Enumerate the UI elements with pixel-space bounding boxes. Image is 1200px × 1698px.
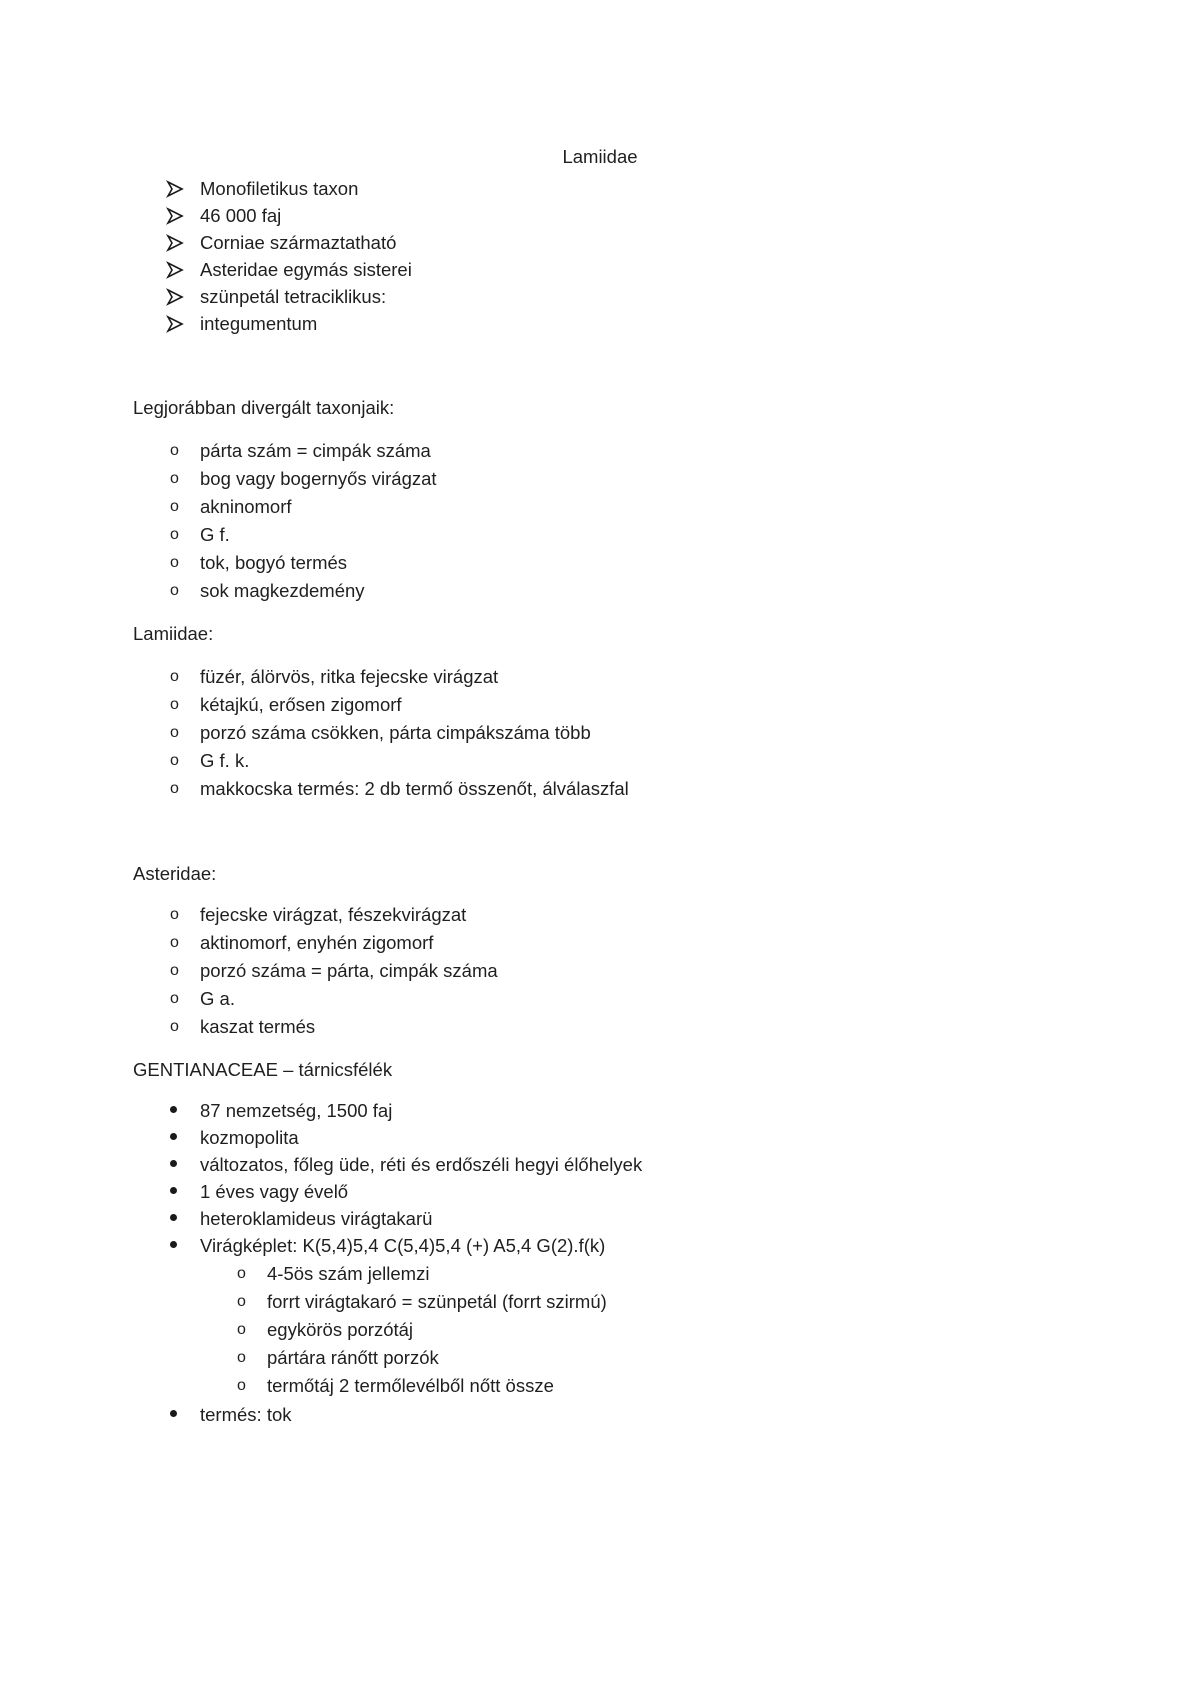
- list-item: porzó száma = párta, cimpák száma: [200, 960, 498, 981]
- filled-dot-icon: [170, 1214, 177, 1221]
- circle-bullet-icon: o: [170, 752, 179, 769]
- list-item: 1 éves vagy évelő: [200, 1181, 349, 1202]
- list-item: kozmopolita: [200, 1127, 299, 1148]
- list-item: sok magkezdemény: [200, 580, 365, 601]
- arrow-bullet-icon: [166, 315, 184, 333]
- circle-bullet-icon: o: [170, 780, 179, 797]
- arrow-bullet-icon: [166, 261, 184, 279]
- list-item: integumentum: [200, 313, 318, 334]
- section-heading: GENTIANACEAE – tárnicsfélék: [133, 1059, 393, 1080]
- sub-list-item: pártára ránőtt porzók: [267, 1347, 439, 1368]
- section-heading: Asteridae:: [133, 863, 217, 884]
- sub-list-item: forrt virágtakaró = szünpetál (forrt szirmú): [267, 1291, 607, 1312]
- sub-list-item: egykörös porzótáj: [267, 1319, 414, 1340]
- arrow-bullet-icon: [166, 288, 184, 306]
- list-item: 87 nemzetség, 1500 faj: [200, 1100, 393, 1121]
- list-item: kétajkú, erősen zigomorf: [200, 694, 402, 715]
- list-item: párta szám = cimpák száma: [200, 440, 431, 461]
- list-item: G f.: [200, 524, 230, 545]
- list-item: G a.: [200, 988, 235, 1009]
- list-item: tok, bogyó termés: [200, 552, 348, 573]
- circle-bullet-icon: o: [237, 1349, 246, 1366]
- circle-bullet-icon: o: [170, 470, 179, 487]
- circle-bullet-icon: o: [237, 1321, 246, 1338]
- page-title: Lamiidae: [562, 146, 638, 167]
- circle-bullet-icon: o: [170, 1018, 179, 1035]
- list-item: aktinomorf, enyhén zigomorf: [200, 932, 434, 953]
- section-heading: Lamiidae:: [133, 623, 214, 644]
- list-item: Monofiletikus taxon: [200, 178, 359, 199]
- arrow-bullet-icon: [166, 207, 184, 225]
- circle-bullet-icon: o: [170, 554, 179, 571]
- circle-bullet-icon: o: [170, 668, 179, 685]
- list-item: fejecske virágzat, fészekvirágzat: [200, 904, 467, 925]
- circle-bullet-icon: o: [170, 582, 179, 599]
- list-item: heteroklamideus virágtakarü: [200, 1208, 433, 1229]
- circle-bullet-icon: o: [237, 1265, 246, 1282]
- arrow-bullet-icon: [166, 180, 184, 198]
- filled-dot-icon: [170, 1133, 177, 1140]
- circle-bullet-icon: o: [170, 934, 179, 951]
- filled-dot-icon: [170, 1160, 177, 1167]
- filled-dot-icon: [170, 1241, 177, 1248]
- section-heading: Legjorábban divergált taxonjaik:: [133, 397, 395, 418]
- arrow-bullet-icon: [166, 234, 184, 252]
- list-item: bog vagy bogernyős virágzat: [200, 468, 437, 489]
- filled-dot-icon: [170, 1187, 177, 1194]
- list-item: kaszat termés: [200, 1016, 316, 1037]
- list-item: akninomorf: [200, 496, 292, 517]
- filled-dot-icon: [170, 1106, 177, 1113]
- list-item: füzér, álörvös, ritka fejecske virágzat: [200, 666, 499, 687]
- list-item: G f. k.: [200, 750, 250, 771]
- circle-bullet-icon: o: [170, 696, 179, 713]
- list-item: makkocska termés: 2 db termő összenőt, álválaszfal: [200, 778, 629, 799]
- circle-bullet-icon: o: [170, 990, 179, 1007]
- circle-bullet-icon: o: [237, 1377, 246, 1394]
- list-item: porzó száma csökken, párta cimpákszáma több: [200, 722, 591, 743]
- list-item: szünpetál tetraciklikus:: [200, 286, 387, 307]
- list-item: Corniae származtatható: [200, 232, 397, 253]
- list-item: termés: tok: [200, 1404, 292, 1425]
- circle-bullet-icon: o: [170, 442, 179, 459]
- list-item: változatos, főleg üde, réti és erdőszéli hegyi élőhelyek: [200, 1154, 643, 1175]
- list-item: Virágképlet: K(5,4)5,4 C(5,4)5,4 (+) A5,4 G(2).f(k): [200, 1235, 606, 1256]
- sub-list-item: 4-5ös szám jellemzi: [267, 1263, 430, 1284]
- filled-dot-icon: [170, 1410, 177, 1417]
- circle-bullet-icon: o: [170, 962, 179, 979]
- circle-bullet-icon: o: [170, 906, 179, 923]
- sub-list-item: termőtáj 2 termőlevélből nőtt össze: [267, 1375, 554, 1396]
- circle-bullet-icon: o: [170, 498, 179, 515]
- circle-bullet-icon: o: [170, 526, 179, 543]
- list-item: 46 000 faj: [200, 205, 282, 226]
- list-item: Asteridae egymás sisterei: [200, 259, 412, 280]
- circle-bullet-icon: o: [170, 724, 179, 741]
- circle-bullet-icon: o: [237, 1293, 246, 1310]
